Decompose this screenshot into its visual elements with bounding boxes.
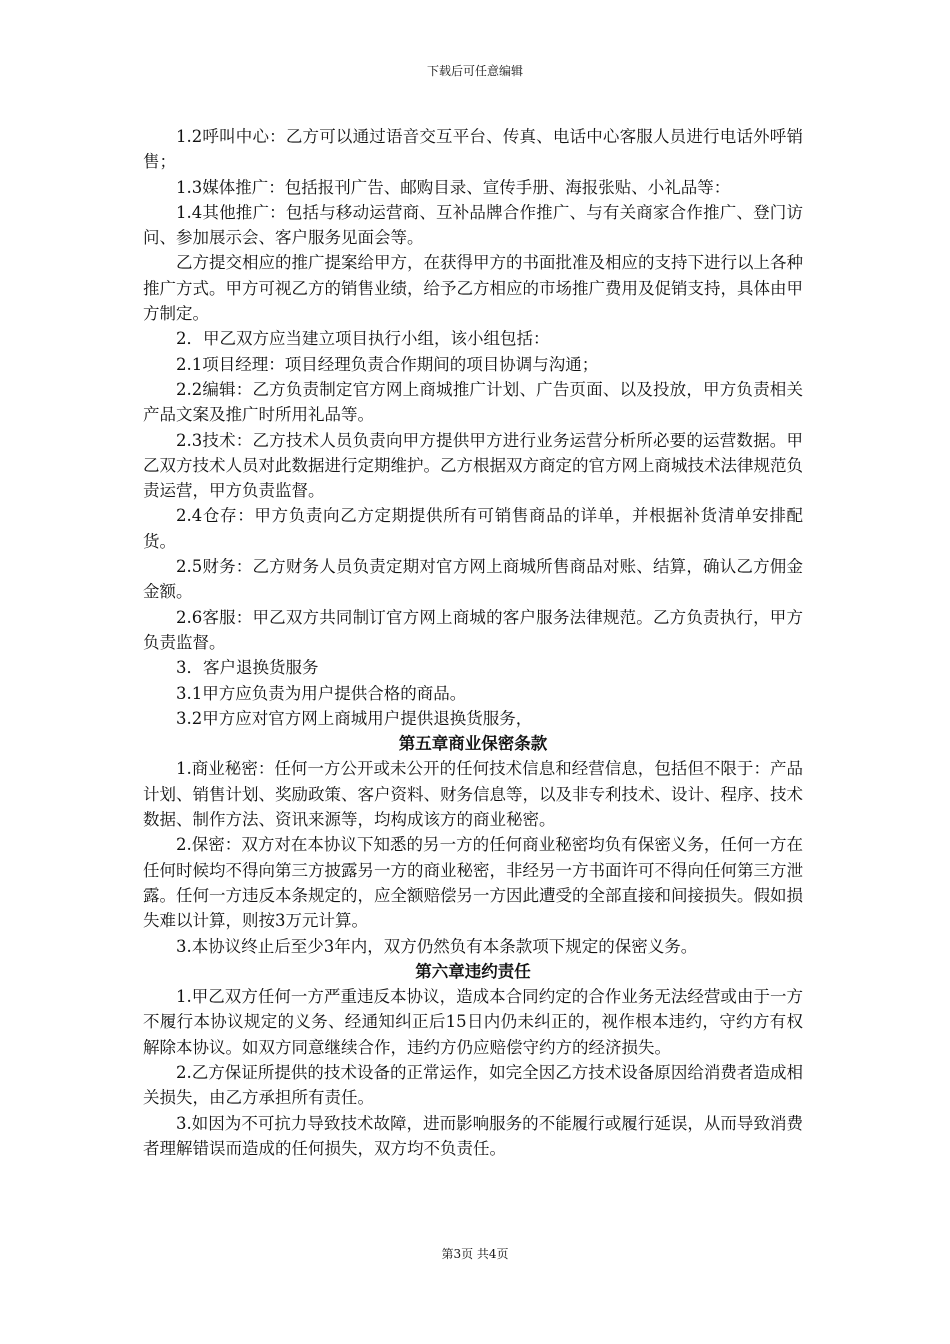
paragraph-2-1-project-manager: 2.1项目经理：项目经理负责合作期间的项目协调与沟通；	[176, 354, 599, 374]
paragraph-promotion-proposal: 乙方提交相应的推广提案给甲方，在获得甲方的书面批准及相应的支持下进行以上各种推广方式。甲方可视乙方的销售业绩，给予乙方相应的市场推广费用及促销支持，具体由甲方制定。	[143, 253, 803, 324]
paragraph-2-4-warehouse: 2.4仓存：甲方负责向乙方定期提供所有可销售商品的详单，并根据补货清单安排配货。	[143, 506, 803, 551]
paragraph-3-returns: 3．客户退换货服务	[176, 658, 319, 678]
chapter-5-heading: 第五章商业保密条款	[398, 734, 548, 754]
document-body	[143, 124, 803, 1161]
paragraph-equipment-guarantee: 2.乙方保证所提供的技术设备的正常运作，如完全因乙方技术设备原因给消费者造成相关损失，由乙方承担所有责任。	[143, 1062, 803, 1108]
paragraph-trade-secrets: 1.商业秘密：任何一方公开或未公开的任何技术信息和经营信息，包括但不限于：产品计划、销售计划、奖励政策、客户资料、财务信息等，以及非专利技术、设计、程序、技术数据、制作方法、资讯来源等，均构成该方的商业秘密。	[143, 759, 803, 830]
page-header: 下载后可任意编辑	[426, 64, 523, 78]
paragraph-2-3-technology: 2.3技术：乙方技术人员负责向甲方提供甲方进行业务运营分析所必要的运营数据。甲乙双方技术人员对此数据进行定期维护。乙方根据双方商定的官方网上商城技术法律规范负责运营，甲方负责监督。	[143, 430, 803, 501]
paragraph-2-6-customer-service: 2.6客服：甲乙双方共同制订官方网上商城的客户服务法律规范。乙方负责执行，甲方负责监督。	[143, 607, 803, 652]
paragraph-2-2-editing: 2.2编辑：乙方负责制定官方网上商城推广计划、广告页面、以及投放，甲方负责相关产品文案及推广时所用礼品等。	[143, 379, 803, 425]
paragraph-confidentiality-term: 3.本协议终止后至少3年内，双方仍然负有本条款项下规定的保密义务。	[176, 936, 698, 956]
paragraph-1-3-media-promotion: 1.3媒体推广：包括报刊广告、邮购目录、宣传手册、海报张贴、小礼品等：	[176, 177, 731, 197]
paragraph-3-1-qualified-goods: 3.1甲方应负责为用户提供合格的商品。	[176, 683, 467, 703]
paragraph-breach: 1.甲乙双方任何一方严重违反本协议，造成本合同约定的合作业务无法经营或由于一方不履行本协议规定的义务、经通知纠正后15日内仍未纠正的，视作根本违约，守约方有权解除本协议。如双方同意继续合作，违约方仍应赔偿守约方的经济损失。	[143, 987, 803, 1057]
paragraph-confidentiality: 2.保密：双方对在本协议下知悉的另一方的任何商业秘密均负有保密义务，任何一方在任何时候均不得向第三方披露另一方的商业秘密，非经另一方书面许可不得向任何第三方泄露。任何一方违反本条规定的，应全额赔偿另一方因此遭受的全部直接和间接损失。假如损失难以计算，则按3万元计算。	[143, 835, 803, 931]
page-footer: 第3页 共4页	[441, 1247, 509, 1261]
paragraph-1-4-other-promotion: 1.4其他推广：包括与移动运营商、互补品牌合作推广、与有关商家合作推广、登门访问、参加展示会、客户服务见面会等。	[143, 202, 803, 248]
paragraph-2-project-team: 2．甲乙双方应当建立项目执行小组，该小组包括：	[176, 329, 550, 349]
paragraph-force-majeure: 3.如因为不可抗力导致技术故障，进而影响服务的不能履行或履行延误，从而导致消费者理解错误而造成的任何损失，双方均不负责任。	[143, 1113, 803, 1158]
paragraph-3-2-return-service: 3.2甲方应对官方网上商城用户提供退换货服务，	[176, 708, 533, 728]
paragraph-1-2-call-center: 1.2呼叫中心：乙方可以通过语音交互平台、传真、电话中心客服人员进行电话外呼销售；	[143, 127, 803, 172]
paragraph-2-5-finance: 2.5财务：乙方财务人员负责定期对官方网上商城所售商品对账、结算，确认乙方佣金金额。	[143, 557, 803, 602]
chapter-6-heading: 第六章违约责任	[415, 961, 531, 981]
